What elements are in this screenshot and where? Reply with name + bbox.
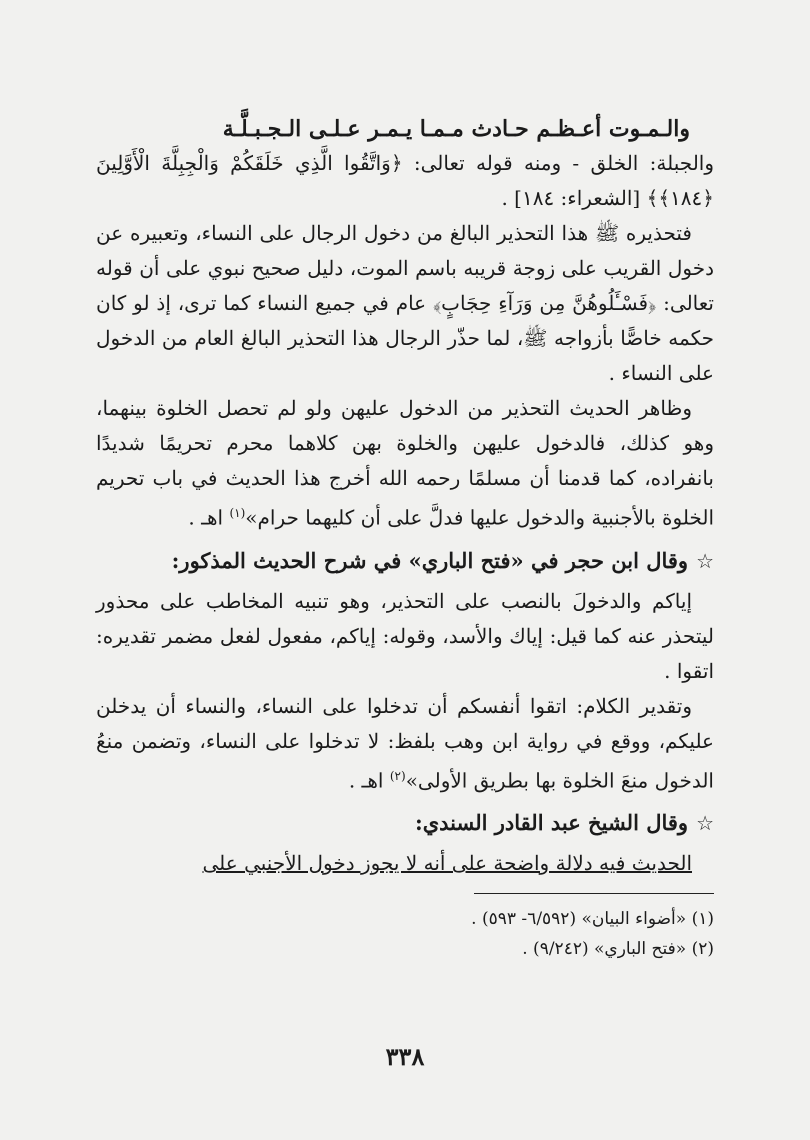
poetry-verse: والـمـوت أعـظـم حـادث مـمـا يـمـر عـلـى الـجـبـلَّـة: [222, 116, 690, 142]
paragraph-end-mark: اهـ .: [188, 505, 230, 530]
star-icon: ☆: [696, 548, 714, 573]
paragraph-end-mark: اهـ .: [348, 768, 390, 793]
star-icon: ☆: [696, 811, 714, 836]
paragraph-hadith-meaning: [96, 391, 714, 536]
paragraph-sindi: الحديث فيه دلالة واضحة على أنه لا يجوز دخول الأجنبي على: [202, 851, 692, 876]
paragraph-iyyakum: إياكم والدخولَ بالنصب على التحذير، وهو تنبيه المخاطب على محذور ليتحذر عنه كما قيل: إياك والأسد، وقوله: إياكم، مفعول لفعل مضمر تقديره: اتقوا .: [96, 588, 715, 683]
paragraph-hadith-meaning-text: وظاهر الحديث التحذير من الدخول عليهن ولو لم تحصل الخلوة بينهما، وهو كذلك، فالدخول عليهن والخلوة بهن كلاهما محرم تحريمًا شديدًا بانفراده، كما قدمنا أن مسلمًا رحمه الله أخرج هذا الحديث في باب تحريم الخلوة بالأجنبية والدخول عليها فدلَّ على أن كليهما حرام»: [96, 396, 714, 530]
section-heading-text: وقال ابن حجر في «فتح الباري» في شرح الحديث المذكور:: [171, 547, 689, 573]
footnote-ref-1: (١): [229, 506, 246, 520]
page-number: ٣٣٨: [385, 1042, 425, 1071]
section-heading-text: وقال الشيخ عبد القادر السندي:: [414, 810, 689, 836]
paragraph-jibillah: والجبلة: الخلق - ومنه قوله تعالى: ﴿وَاتَّقُوا الَّذِي خَلَقَكُمْ وَالْجِبِلَّةَ الْأَوَّلِينَ ﴿١٨٤﴾﴾ [الشعراء: ١٨٤] .: [96, 151, 714, 210]
paragraph-taqdir: [96, 689, 714, 799]
footnote-divider: [474, 893, 714, 894]
section-heading-sindi: [96, 804, 714, 842]
footnote-ref-2: (٢): [389, 768, 406, 783]
footnote-1: (١) «أضواء البيان» (٦/٥٩٢- ٥٩٣) .: [471, 909, 714, 930]
paragraph-taqdir-text: وتقدير الكلام: اتقوا أنفسكم أن تدخلوا على النساء، والنساء أن يدخلن عليكم، ووقع في رواية ابن وهب بلفظ: لا تدخلوا على النساء، وتضمن منعُ الدخول منعَ الخلوة بها بطريق الأولى»: [96, 693, 714, 793]
section-heading-ibn-hajar: [96, 542, 714, 580]
footnote-2: (٢) «فتح الباري» (٩/٢٤٢) .: [522, 939, 714, 960]
paragraph-warning: فتحذيره ﷺ هذا التحذير البالغ من دخول الرجال على النساء، وتعبيره عن دخول القريب على زوجة قريبه باسم الموت، دليل صحيح نبوي على أن قوله تعالى: ﴿فَسْـَٔلُوهُنَّ مِن وَرَآءِ حِجَابٍ﴾ عام في جميع النساء كما ترى، إذ لو كان حكمه خاصًّا بأزواجه ﷺ، لما حذّر الرجال هذا التحذير البالغ العام من الدخول على النساء .: [96, 221, 714, 385]
